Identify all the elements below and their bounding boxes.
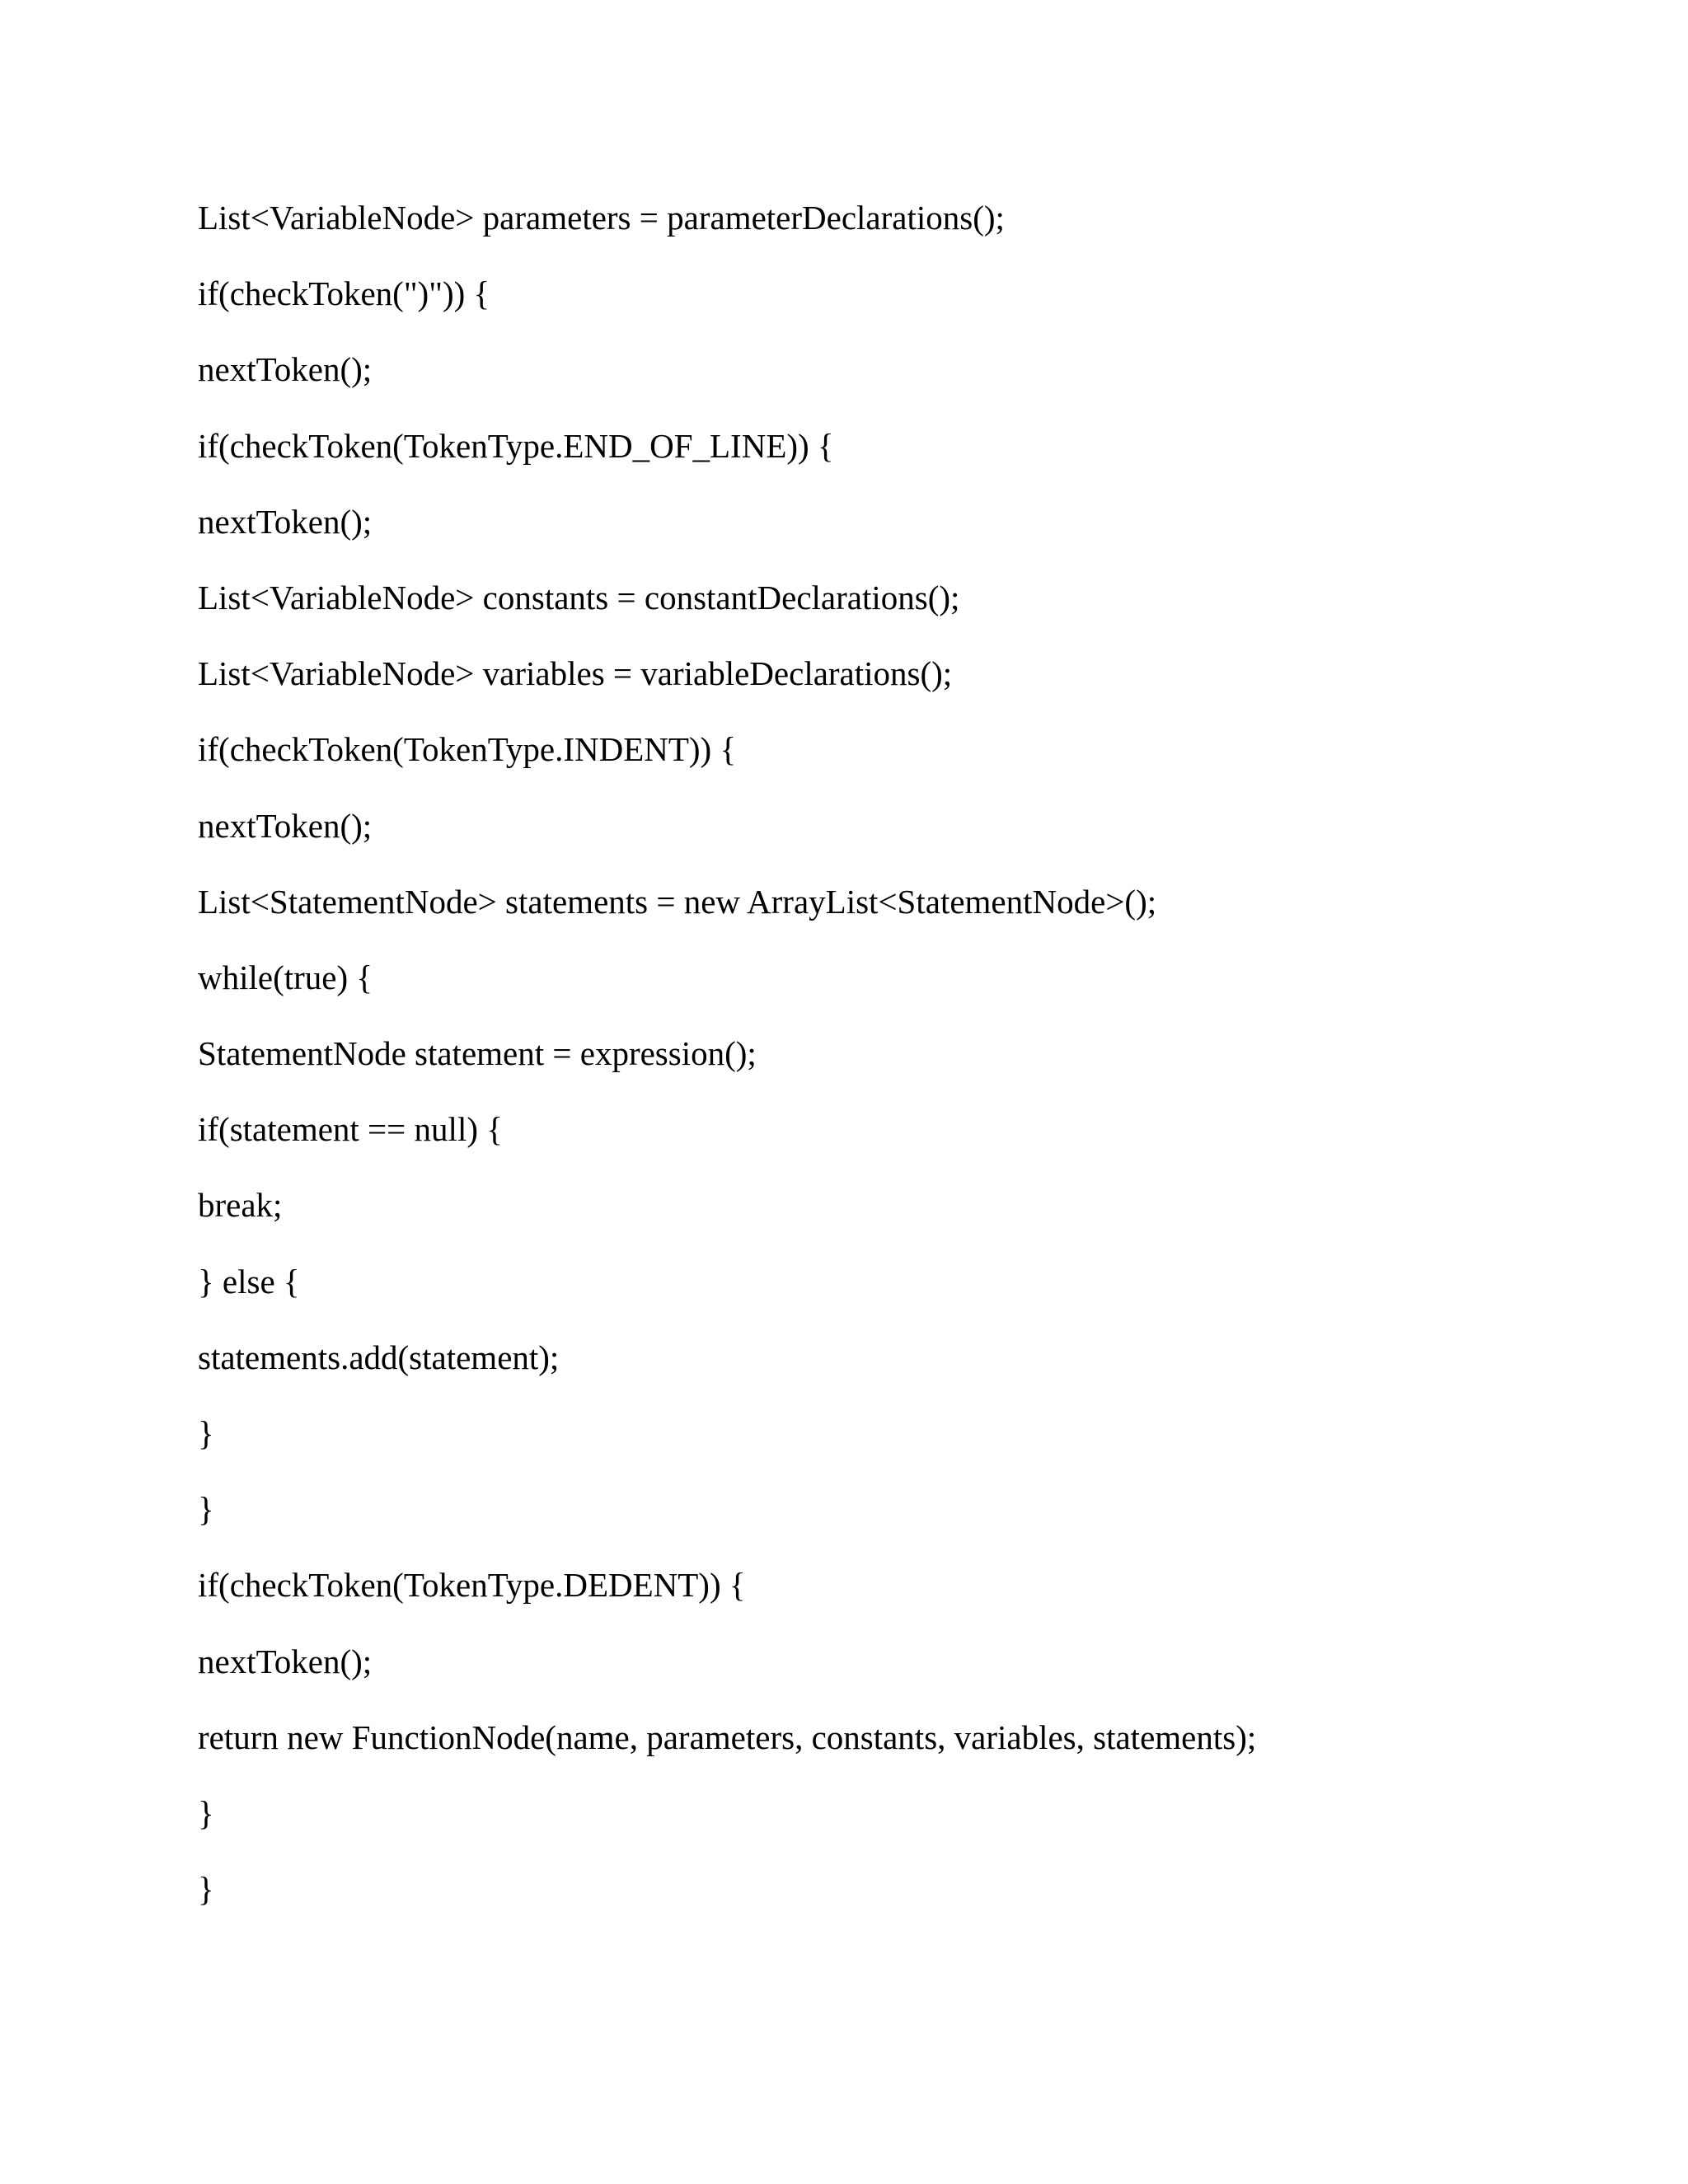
code-line: List<VariableNode> constants = constantDeclarations();	[198, 578, 960, 616]
code-line: if(checkToken(")")) {	[198, 274, 490, 313]
code-line: } else {	[198, 1262, 300, 1301]
code-line: nextToken();	[198, 1642, 373, 1680]
code-line: nextToken();	[198, 806, 373, 845]
code-line: if(statement == null) {	[198, 1110, 503, 1149]
code-line: }	[198, 1870, 214, 1909]
code-line: nextToken();	[198, 350, 373, 389]
code-line: StatementNode statement = expression();	[198, 1034, 757, 1073]
code-line: List<VariableNode> parameters = parameterDeclarations();	[198, 199, 1005, 237]
code-line: break;	[198, 1186, 283, 1225]
code-line: List<StatementNode> statements = new ArrayList<StatementNode>();	[198, 882, 1157, 921]
code-line: if(checkToken(TokenType.INDENT)) {	[198, 730, 737, 769]
code-line: }	[198, 1793, 214, 1832]
code-line: return new FunctionNode(name, parameters, constants, variables, statements);	[198, 1718, 1257, 1756]
code-line: statements.add(statement);	[198, 1338, 560, 1376]
code-line: }	[198, 1414, 214, 1452]
code-listing	[198, 191, 1256, 1938]
code-line: }	[198, 1490, 214, 1529]
code-line: if(checkToken(TokenType.END_OF_LINE)) {	[198, 426, 834, 465]
code-line: List<VariableNode> variables = variableDeclarations();	[198, 654, 953, 693]
code-line: if(checkToken(TokenType.DEDENT)) {	[198, 1566, 746, 1605]
code-line: while(true) {	[198, 958, 373, 996]
code-line: nextToken();	[198, 502, 373, 541]
